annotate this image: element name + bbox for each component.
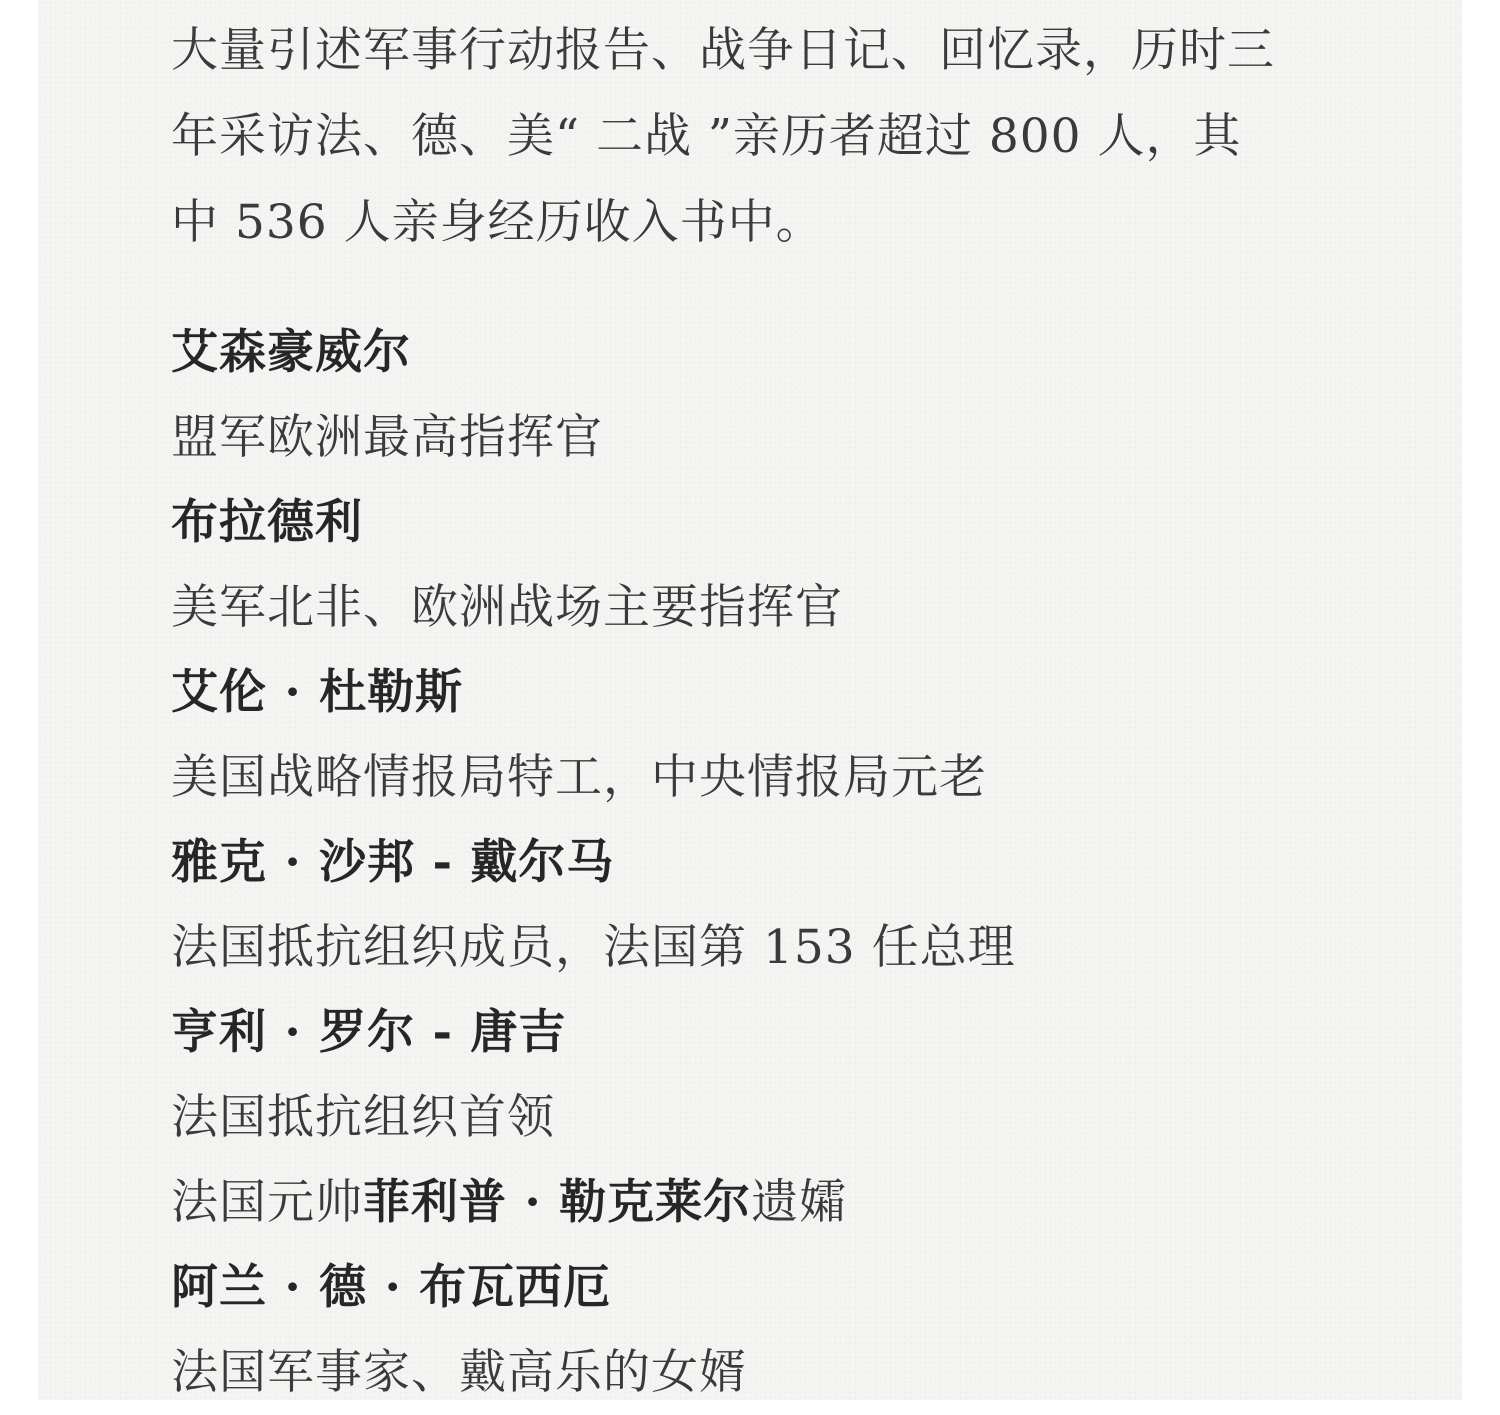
witness-name: 艾森豪威尔 <box>171 325 411 380</box>
witness-description: 美国战略情报局特工，中央情报局元老 <box>171 750 987 805</box>
witness-mixed-line <box>171 1160 1351 1245</box>
page-background <box>38 0 1462 1400</box>
witness-name: 亨利 · 罗尔 - 唐吉 <box>171 1005 567 1060</box>
witness-name: 布拉德利 <box>171 495 363 550</box>
mixed-prefix: 法国元帅 <box>171 1175 363 1230</box>
intro-line-2: 年采访法、德、美“ 二战 ”亲历者超过 800 人，其 <box>171 109 1242 164</box>
article-body <box>171 8 1351 1415</box>
witness-description: 美军北非、欧洲战场主要指挥官 <box>171 580 843 635</box>
witness-list <box>171 310 1351 1415</box>
witness-description: 法国抵抗组织成员，法国第 153 任总理 <box>171 920 1016 975</box>
witness-description: 法国抵抗组织首领 <box>171 1090 555 1145</box>
mixed-suffix: 遗孀 <box>751 1175 848 1230</box>
intro-line-1: 大量引述军事行动报告、战争日记、回忆录，历时三 <box>171 23 1275 78</box>
intro-line-3: 中 536 人亲身经历收入书中。 <box>171 195 824 250</box>
witness-description: 盟军欧洲最高指挥官 <box>171 410 603 465</box>
witness-name: 雅克 · 沙邦 - 戴尔马 <box>171 835 615 890</box>
witness-description: 法国军事家、戴高乐的女婿 <box>171 1345 747 1400</box>
witness-name: 阿兰 · 德 · 布瓦西厄 <box>171 1260 612 1315</box>
mixed-bold-name: 菲利普 · 勒克莱尔 <box>363 1175 752 1230</box>
intro-paragraph <box>171 8 1351 266</box>
witness-name: 艾伦 · 杜勒斯 <box>171 665 464 720</box>
